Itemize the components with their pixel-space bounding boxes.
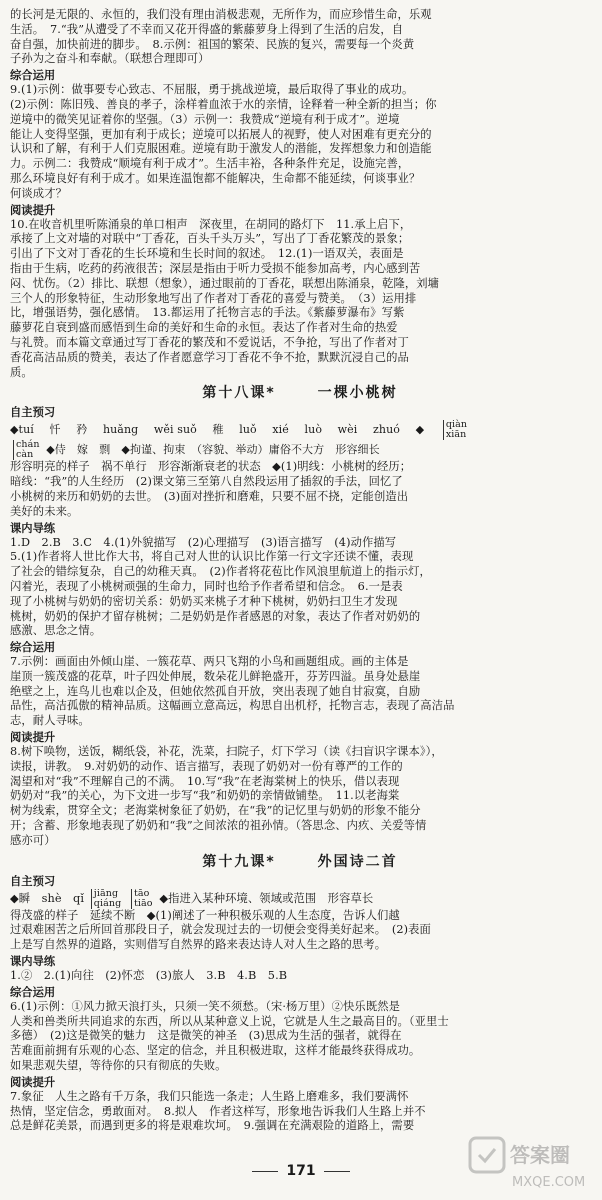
- text-line: 闪着光，表现了小桃树顽强的生命力，同时也给予作者希望和信念。 6.一是表: [10, 579, 403, 593]
- text-line: 总是鲜花美景，而遇到更多的将是艰难坎坷。 9.强调在充满艰险的道路上，需要: [10, 1119, 415, 1133]
- pinyin-pair: [443, 420, 479, 440]
- vocab-row: [10, 889, 590, 909]
- text-line: 人类和兽类所共同追求的东西，所以从某种意义上说，它就是人生之最高目的。（亚里士: [10, 1014, 449, 1028]
- text-line: 开；含蓄、形象地表现了奶奶和“我”之间浓浓的祖孙情。（答思念、内疚、关爱等情: [10, 819, 427, 833]
- section-heading-preview: 自主预习: [10, 406, 56, 420]
- text-line: 暗线：“我”的人生经历 (2)课文第三至第八自然段运用了插叙的手法，回忆了: [10, 475, 403, 489]
- text-line: 何谈成才？: [10, 186, 67, 200]
- pinyin-bottom: càn: [16, 449, 34, 461]
- text-line: 10.在收音机里听陈涌泉的单口相声 深夜里，在胡同的路灯下 11.承上启下，: [10, 217, 412, 231]
- section-body: [10, 1000, 590, 1074]
- text-line: 得茂盛的样子 延续不断 ◆(1)阐述了一种积极乐观的人生态度，告诉人们越: [10, 908, 400, 922]
- section-body: [10, 1090, 590, 1134]
- section-body: [10, 655, 590, 729]
- text-line: 品性，高洁孤傲的精神品质。这幅画立意高远，构思自出机杼，托物言志，表现了高洁品: [10, 699, 455, 713]
- vocab-text: ◆瞬 shè qǐ: [10, 891, 85, 905]
- watermark-logo: [466, 1132, 596, 1194]
- text-line: 7.象征 人生之路有千万条，我们只能选一条走；人生路上磨难多，我们要满怀: [10, 1089, 409, 1103]
- text-line: 上是写自然界的道路，实则借写自然界的路来表达诗人对人生之路的思考。: [10, 938, 387, 952]
- pinyin-pair: [13, 440, 40, 460]
- text-line: 崖顶一簇茂盛的花草，叶子四处伸展，数朵花儿鲜艳盛开，芬芳四溢。虽身处悬崖: [10, 669, 421, 683]
- pinyin-item: ◆tuí: [10, 423, 34, 437]
- text-line: 闷、忧伤。（2）排比、联想（想象），通过眼前的丁香花，联想出陈涌泉，乾隆，刘墉: [10, 276, 440, 290]
- text-line: 现了小桃树与奶奶的密切关系：奶奶买来桃子才种下桃树，奶奶扫卫生才发现: [10, 594, 398, 608]
- text-line: 绝壁之上，连鸟儿也难以企及，但她依然孤自开放，突出表现了她自甘寂寞，自励: [10, 684, 421, 698]
- watermark-text: 答案圈: [510, 1143, 570, 1167]
- text-line: 生活。 7.“我”从遭受了不幸而又花开得盛的紫藤萝身上得到了生活的启发，自: [10, 22, 404, 36]
- pinyin-top: qiàn: [445, 419, 468, 431]
- section-heading-in-class: 课内导练: [10, 955, 56, 969]
- vocab-text: ◆指进入某种环境、领域或范围 形容草长: [159, 891, 374, 905]
- text-line: 认识和了解，有利于人们克服困难。逆境有助于激发人的潜能，发挥想象力和创造能: [10, 142, 432, 156]
- text-line: 承接了上文对墙的对联中“丁香花，百头千头万头”，写出了丁香花繁茂的景象；: [10, 232, 410, 246]
- text-line: 多德） (2)这是微笑的魅力 这是微笑的神圣 (3)思成为生活的强者，就得在: [10, 1029, 402, 1043]
- pinyin-item: ◆: [415, 423, 425, 437]
- section-heading-reading: 阅读提升: [10, 1075, 56, 1089]
- text-line: 的长河是无限的、永恒的，我们没有理由消极悲观，无所作为，而应珍惜生命，乐观: [10, 8, 432, 21]
- text-line: 比，增强语势，强化感情。 13.都运用了托物言志的手法。《紫藤萝瀑布》写紫: [10, 306, 405, 320]
- text-line: 读报，讲教。 9.对奶奶的动作、语言描写，表现了奶奶对一份有尊严的工作的: [10, 759, 403, 773]
- pinyin-pair: [91, 889, 121, 909]
- pinyin-row: [10, 420, 590, 440]
- text-line: 奋自强，加快前进的脚步。 8.示例：祖国的繁荣、民族的复兴，需要每一个炎黄: [10, 37, 415, 51]
- section-heading-in-class: 课内导练: [10, 521, 56, 535]
- text-line: 桃树，奶奶的保护才留存桃树；二是奶奶是作者感恩的对象，表达了作者对奶奶的: [10, 609, 421, 623]
- section-body: [10, 83, 590, 201]
- text-line: 形容明亮的样子 祸不单行 形容渐渐衰老的状态 ◆(1)明线：小桃树的经历；: [10, 460, 412, 474]
- pinyin-item: wèi: [337, 423, 358, 437]
- text-line: 引出了下文对丁香花的生长环境和生长时间的叙述。 12.(1)一语双关，表面是: [10, 247, 404, 261]
- top-paragraph: [10, 8, 590, 67]
- section-body: [10, 745, 590, 849]
- text-line: 小桃树的来历和奶奶的去世。 (3)面对挫折和磨难，只要不屈不挠，定能创造出: [10, 489, 409, 503]
- lesson-number: 第十八课*: [202, 385, 276, 402]
- text-line: 志，耐人寻味。: [10, 714, 90, 728]
- pinyin-item: luò: [304, 423, 323, 437]
- text-line: 香花高洁品质的赞美，表达了作者愿意学习丁香花不争不抢，默默沉浸自己的品: [10, 350, 409, 364]
- text-line: 感亦可）: [10, 833, 56, 847]
- text-line: 5.(1)作者将人世比作大书，将自己对人世的认识比作第一行文字还读不懂，表现: [10, 550, 414, 564]
- section-body: [10, 218, 590, 381]
- pinyin-item: wěi suǒ: [153, 423, 197, 437]
- text-line: 奶奶对“我”的关心，为下文进一步写“我”和奶奶的亲情做铺垫。 11.以老海棠: [10, 789, 400, 803]
- section-heading-integrated-use: 综合运用: [10, 985, 56, 999]
- text-line: 逆境中的微笑见证着你的坚强。（3）示例一：我赞成“逆境有利于成才”。逆境: [10, 112, 400, 126]
- lesson-title-18: [10, 382, 590, 404]
- lesson-title-19: [10, 851, 590, 873]
- pinyin-item: luǒ: [239, 423, 257, 437]
- text-line: 树为线索，贯穿全文；老海棠树象征了奶奶，在“我”的记忆里与奶奶的形象不能分: [10, 804, 421, 818]
- text-line: 力。示例二：我赞成“顺境有利于成才”。生活丰裕，各种条件充足，设施完善，: [10, 157, 410, 171]
- pinyin-item: 稚: [212, 423, 224, 437]
- lesson-name: 一棵小桃树: [317, 385, 398, 402]
- text-line: 热情，坚定信念，勇敢面对。 8.拟人 作者这样写，形象地告诉我们人生路上并不: [10, 1104, 426, 1118]
- section-heading-reading: 阅读提升: [10, 731, 56, 745]
- section-heading-reading: 阅读提升: [10, 203, 56, 217]
- text-line: 渴望和对“我”不理解自己的不满。 10.写“我”在老海棠树上的快乐，借以表现: [10, 774, 400, 788]
- text-line: 与礼赞。而本篇文章通过写丁香花的繁茂和不爱说话，不争抢，写出了作者对丁: [10, 335, 409, 349]
- text-line: 7.示例：画面由外倾山崖、一簇花草、两只飞翔的小鸟和画题组成。画的主体是: [10, 655, 409, 669]
- text-line: 了社会的错综复杂，自己的幼稚天真。 (2)作者将花苞比作风浪里航道上的指示灯，: [10, 565, 431, 579]
- section-body: [10, 969, 590, 984]
- pinyin-top: tāo: [133, 887, 150, 899]
- vocab-text: ◆侍 嫁 剽 ◆拘谨、拘束 （容貌、举动）庸俗不大方 形容细长: [46, 443, 380, 457]
- pinyin-item: xié: [272, 423, 289, 437]
- section-body: [10, 536, 590, 640]
- text-line: 质。: [10, 365, 33, 379]
- text-line: 指由于生病，吃药的药液很苦；深层是指由于听力受损不能参加高考，内心感到苦: [10, 261, 421, 275]
- pinyin-top: jiāng: [93, 887, 119, 899]
- text-line: 苦难面前拥有乐观的心态、坚定的信念，并且积极进取，这样才能最终获得成功。: [10, 1044, 421, 1058]
- section-body: [10, 909, 590, 953]
- text-line: 那么环境良好有利于成才。如果连温饱都不能解决，生命都不能延续，何谈事业？: [10, 171, 421, 185]
- pinyin-bottom: tiāo: [133, 897, 153, 909]
- section-heading-integrated-use: 综合运用: [10, 641, 56, 655]
- text-line: 能让人变得坚强，更加有利于成长；逆境可以拓展人的视野，使人对困难有更充分的: [10, 127, 432, 141]
- text-line: 6.(1)示例：①风力掀天浪打头，只须一笑不须愁。（宋·杨万里）②快乐既然是: [10, 999, 401, 1013]
- section-heading-preview: 自主预习: [10, 874, 56, 888]
- text-line: 感激、思念之情。: [10, 624, 102, 638]
- text-line: 1.② 2.(1)向往 (2)怀恋 (3)旅人 3.B 4.B 5.B: [10, 969, 288, 983]
- pinyin-item: 矜: [76, 423, 88, 437]
- text-line: 美好的未来。: [10, 504, 79, 518]
- section-heading-integrated-use: 综合运用: [10, 69, 56, 83]
- pinyin-top: chán: [16, 439, 40, 451]
- watermark-url: MXQE.COM: [512, 1175, 586, 1190]
- pinyin-item: zhuó: [373, 423, 401, 437]
- text-line: 子孙为之奋斗和奉献。（联想合理即可）: [10, 52, 210, 66]
- text-line: 过艰难困苦之后所回首那段日子，就会发现过去的一切便会变得美好起来。 (2)表面: [10, 923, 431, 937]
- pinyin-item: 忏: [49, 423, 61, 437]
- lesson-name: 外国诗二首: [317, 853, 398, 870]
- text-line: 1.D 2.B 3.C 4.(1)外貌描写 (2)心理描写 (3)语言描写 (4)动作描写: [10, 535, 397, 549]
- section-body: [10, 460, 590, 519]
- pinyin-bottom: qiáng: [93, 897, 122, 909]
- pinyin-bottom: xiān: [445, 429, 467, 441]
- vocab-row: [10, 440, 590, 460]
- text-line: 如果悲观失望，等待你的只有彻底的失败。: [10, 1059, 227, 1073]
- pinyin-pair: [131, 889, 153, 909]
- pinyin-item: huǎng: [102, 423, 139, 437]
- text-line: 三个人的形象特征，生动形象地写出了作者对丁香花的喜爱与赞美。 （3）运用排: [10, 291, 417, 305]
- text-line: 9.(1)示例：做事要专心致志、不屈服，勇于挑战逆境，最后取得了事业的成功。: [10, 83, 414, 97]
- text-line: 藤萝花自衰到盛而感悟到生命的美好和生命的永恒。表达了作者对生命的热爱: [10, 321, 398, 335]
- lesson-number: 第十九课*: [202, 853, 276, 870]
- text-line: 8.树下唤物，送饭，糊纸袋，补花，洗菜，扫院子，灯下学习（读《扫盲识字课本》），: [10, 745, 443, 759]
- page-number: 171: [0, 1163, 602, 1179]
- text-line: (2)示例：陈旧残、善良的孝子，涂样着血浓于水的亲情，诠释着一种全新的担当；你: [10, 97, 437, 111]
